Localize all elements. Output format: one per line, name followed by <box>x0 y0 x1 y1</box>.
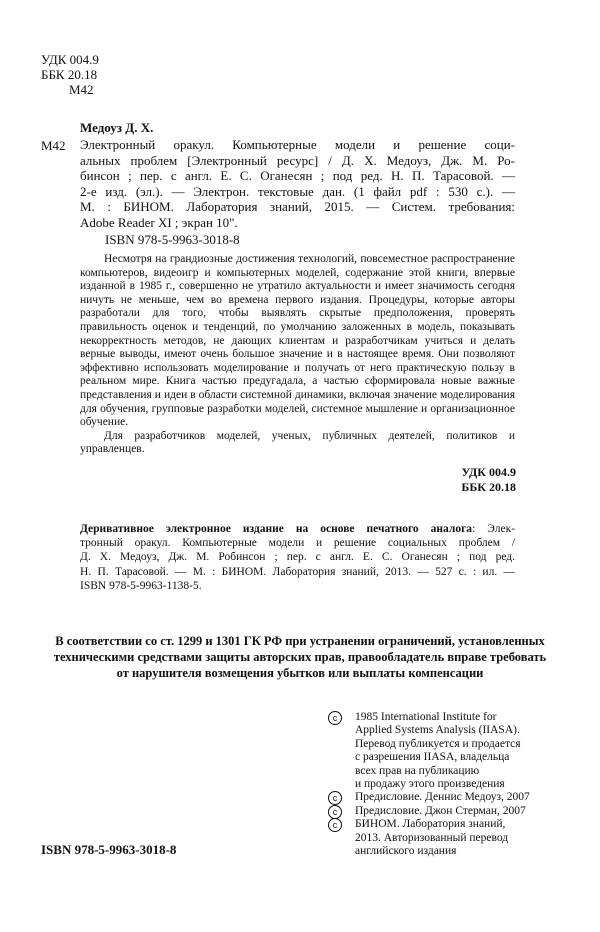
author-sign: М42 <box>69 82 94 97</box>
copyright-icon: c <box>328 791 342 805</box>
bbk-code: ББК 20.18 <box>41 67 98 82</box>
legal-notice <box>38 633 562 681</box>
biblio-line: Электронный оракул. Компьютерные модели и решение соци- <box>80 137 515 152</box>
copyright-item <box>328 791 568 804</box>
derivative-line: Н. П. Тарасовой. — М. : БИНОМ. Лаборатория знаний, 2013. — 527 с. : ил. — <box>80 565 515 578</box>
author-sign-side: М42 <box>41 138 66 153</box>
copyright-item <box>328 818 568 858</box>
legal-line: В соответствии со ст. 1299 и 1301 ГК РФ при устранении ограничений, установленных <box>55 634 545 648</box>
copyright-line: Перевод публикуется и продается <box>355 737 521 750</box>
derivative-line <box>80 522 515 536</box>
annotation-paragraph: Для разработчиков моделей, ученых, публичных деятелей, политиков и управленцев. <box>80 429 515 456</box>
copyright-icon: c <box>328 711 342 725</box>
copyright-line: 2013. Авторизованный перевод <box>355 831 509 844</box>
derivative-heading: Деривативное электронное издание на основе печатного аналога <box>80 523 473 535</box>
derivative-heading-rest: : Элек- <box>472 523 515 535</box>
legal-line: от нарушителя возмещения убытков или выплаты компенсации <box>116 666 484 680</box>
copyright-line: Предисловие. Деннис Медоуз, 2007 <box>355 791 530 804</box>
derivative-line: ISBN 978-5-9963-1138-5. <box>80 579 202 592</box>
copyright-line: всех прав на публикацию <box>355 764 480 777</box>
udk-code-bottom: УДК 004.9 <box>461 465 516 479</box>
isbn-bottom: ISBN 978-5-9963-3018-8 <box>41 842 177 857</box>
copyright-line: английского издания <box>355 845 457 858</box>
derivative-line: Д. Х. Медоуз, Дж. М. Робинсон ; пер. с англ. Е. С. Оганесян ; под ред. <box>80 551 515 564</box>
derivative-edition-note <box>80 522 515 593</box>
copyright-line: БИНОМ. Лаборатория знаний, <box>355 818 506 831</box>
copyright-icon: c <box>328 818 342 832</box>
isbn-main: ISBN 978-5-9963-3018-8 <box>105 232 240 247</box>
copyright-icon: c <box>328 805 342 819</box>
copyright-block <box>328 711 568 858</box>
biblio-line: М. : БИНОМ. Лаборатория знаний, 2015. — Систем. требования: <box>80 199 515 214</box>
biblio-line: бинсон ; пер. с англ. Е. С. Оганесян ; под ред. Н. П. Тарасовой. — <box>80 168 515 183</box>
copyright-line: 1985 International Institute for <box>355 711 497 723</box>
biblio-line: 2-е изд. (эл.). — Электрон. текстовые дан. (1 файл pdf : 530 с.). — <box>80 183 515 199</box>
annotation <box>80 253 515 457</box>
biblio-line: Adobe Reader XI ; экран 10". <box>80 214 238 230</box>
derivative-line: тронный оракул. Компьютерные модели и решение социальных проблем / <box>80 537 515 550</box>
copyright-item <box>328 805 568 818</box>
author-name: Медоуз Д. Х. <box>80 120 154 135</box>
udk-code: УДК 004.9 <box>41 52 99 67</box>
biblio-line: альных проблем [Электронный ресурс] / Д. Х. Медоуз, Дж. М. Ро- <box>80 152 515 168</box>
legal-line: техническими средствами защиты авторских прав, правообладатель вправе требовать <box>53 650 547 664</box>
bbk-code-bottom: ББК 20.18 <box>461 480 516 494</box>
copyright-line: с разрешения IIASA, владельца <box>355 751 510 764</box>
bibliographic-description <box>80 137 515 230</box>
copyright-line: Предисловие. Джон Стерман, 2007 <box>355 804 526 817</box>
copyright-item <box>328 711 568 791</box>
copyright-line: Applied Systems Analysis (IIASA). <box>355 724 520 737</box>
annotation-paragraph: Несмотря на грандиозные достижения технологий, повсеместное распространение компьютеров, видеоигр и компьютерных моделей, содержание этой книги, впервые изданной в 1985 г., совершенно не утратило актуальности и имеет значимость сегодня ничуть не меньше, чем во времена первого издания. Процедуры, которые авторы разработали для того, чтобы выявлять скрытые предположения, проверять правильность оценок и тенденций, по умолчанию заложенных в модель, показывать некорректность методов, не дающих клиентам и разработчикам учиться и делать верные выводы, имеют очень большое значение и в настоящее время. Они позволяют эффективно использовать моделирование и получать от него практическую пользу в реальном мире. Книга частью предугадала, а частью сформировала новые важные представления и идеи в области системной динамики, включая значение моделирования для обучения, групповые разработки моделей, системное мышление и организационное обучение. <box>80 253 515 429</box>
copyright-line: и продажу этого произведения <box>355 778 505 791</box>
